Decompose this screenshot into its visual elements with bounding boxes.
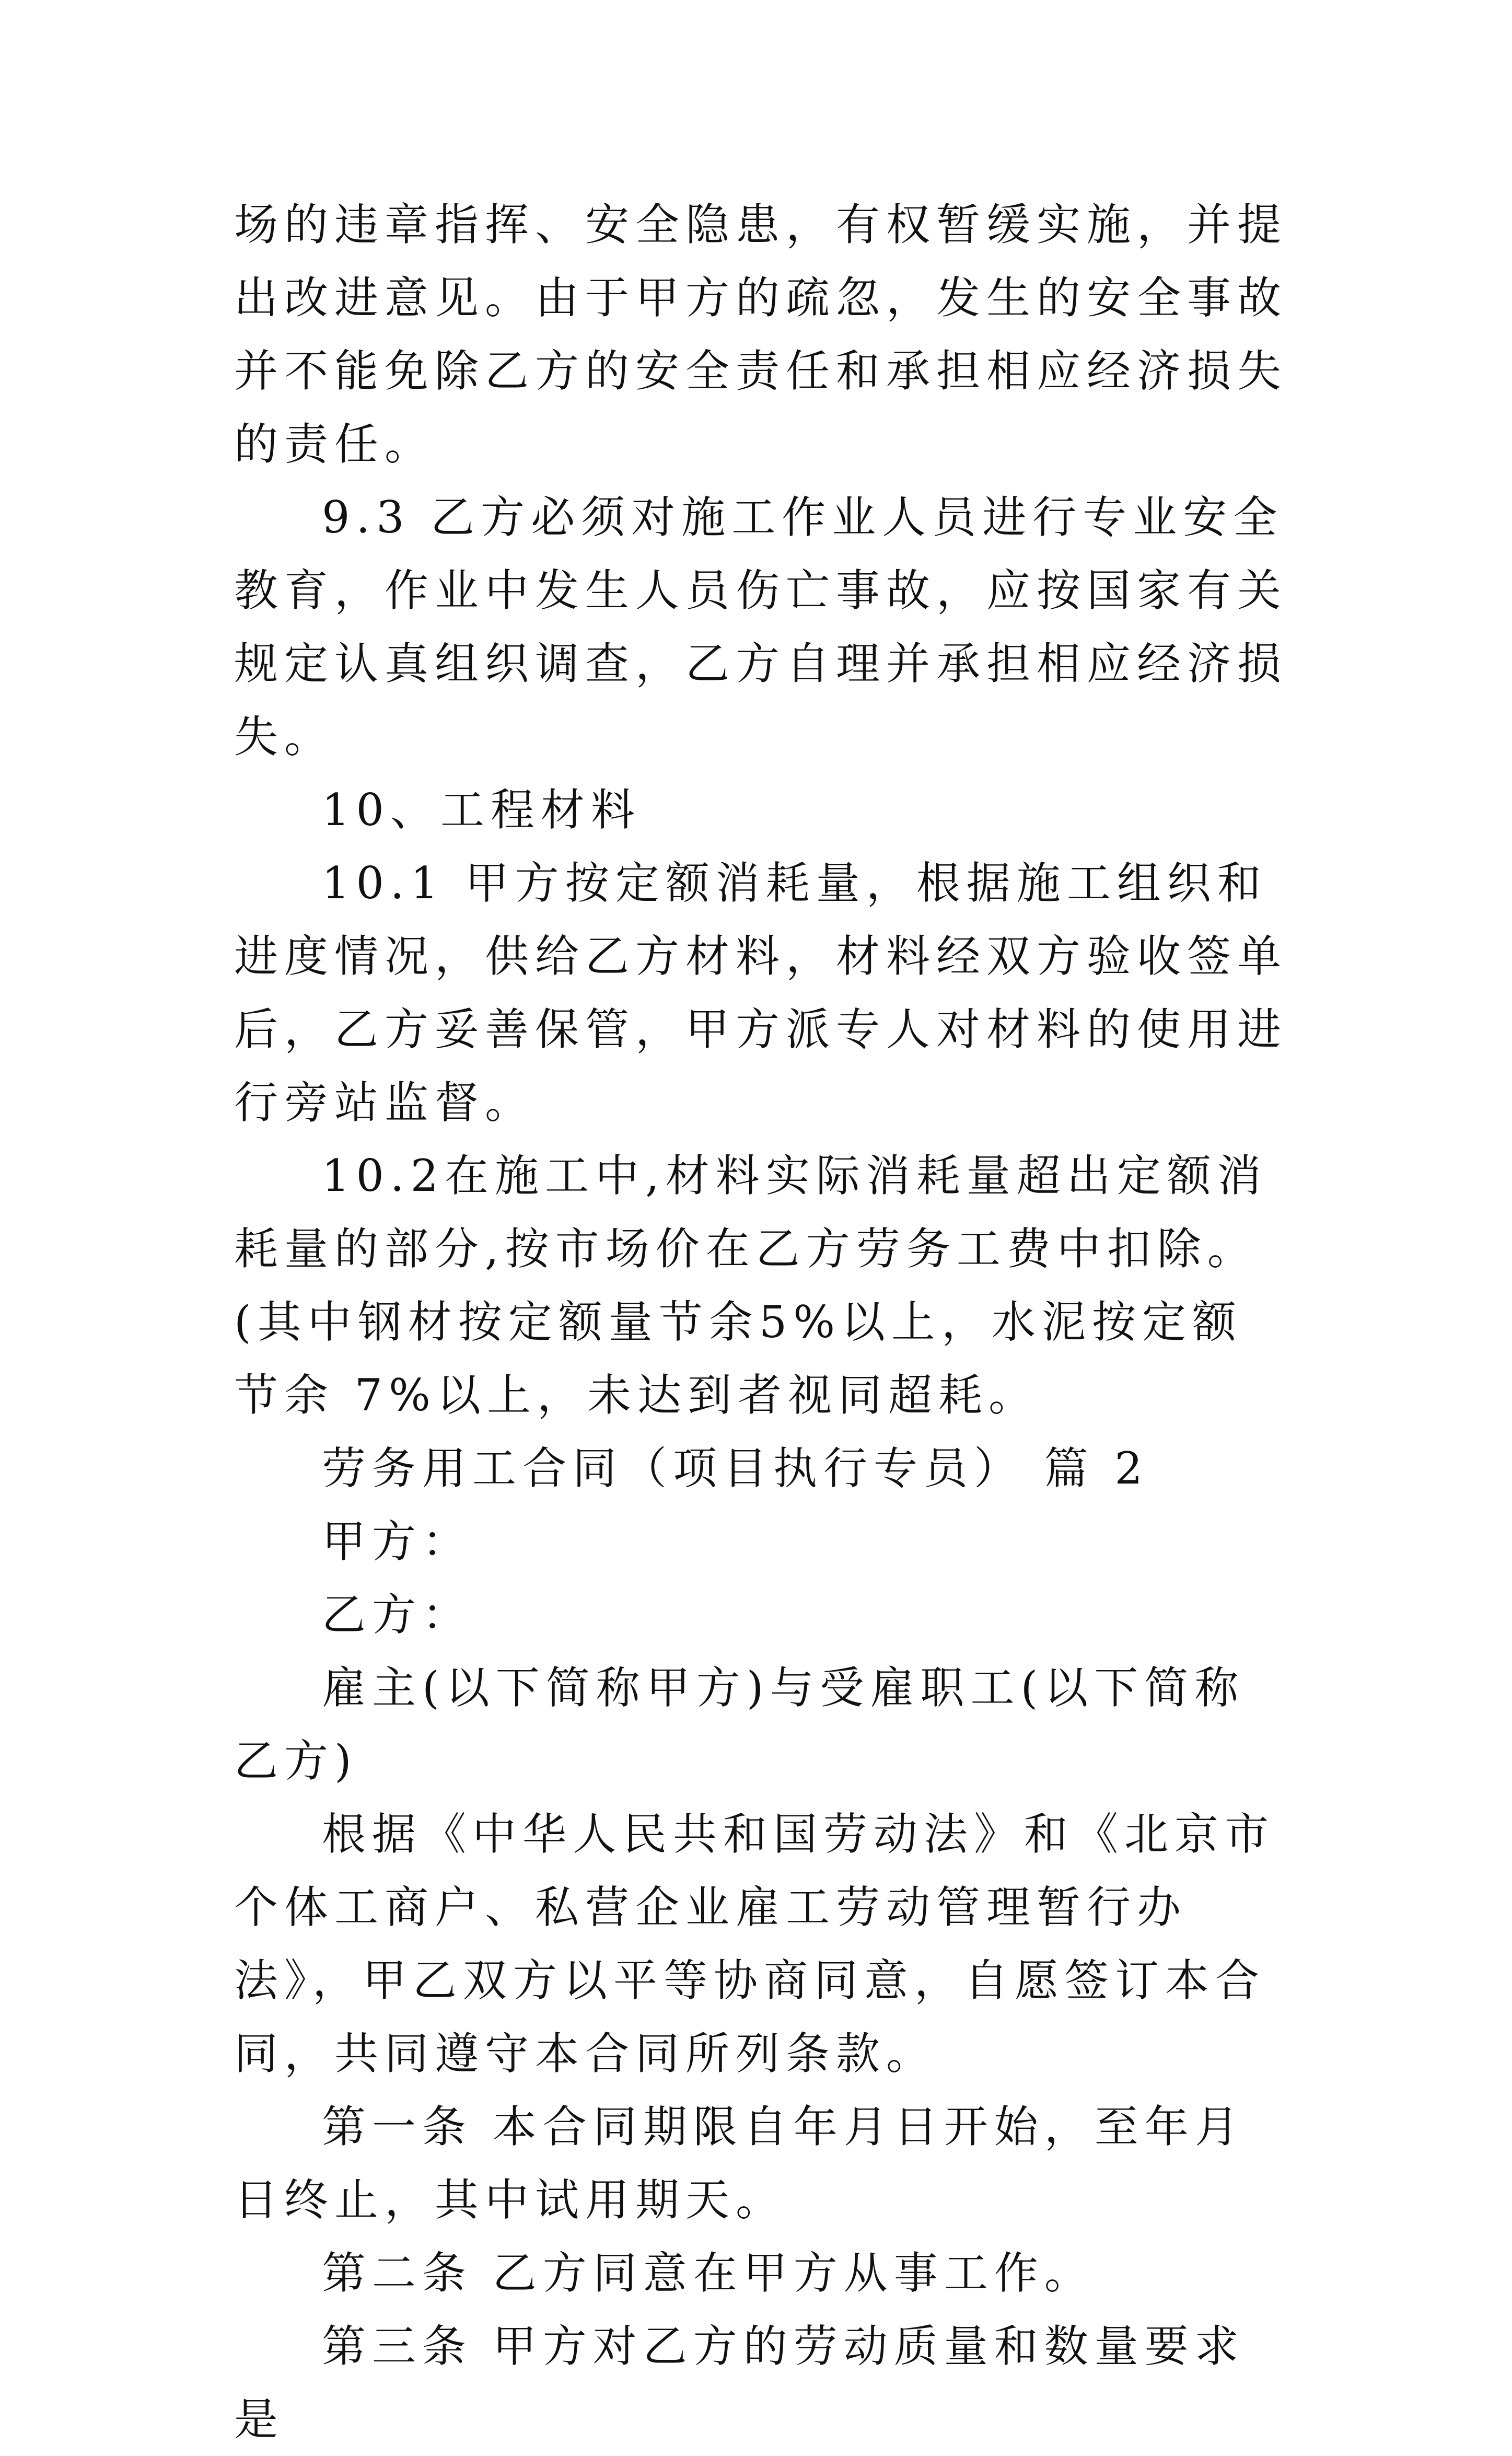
paragraph-continuation: 场的违章指挥、安全隐患，有权暂缓实施，并提出改进意见。由于甲方的疏忽，发生的安全事故并不能免除乙方的安全责任和承担相应经济损失的责任。: [234, 199, 1288, 470]
paragraph-10-2: 10.2在施工中,材料实际消耗量超出定额消耗量的部分,按市场价在乙方劳务工费中扣除。(其中钢材按定额量节余5%以上，水泥按定额节余 7%以上，未达到者视同超耗。: [234, 1150, 1267, 1421]
paragraph-10-1: 10.1 甲方按定额消耗量，根据施工组织和进度情况，供给乙方材料，材料经双方验收签单后，乙方妥善保管，甲方派专人对材料的使用进行旁站监督。: [234, 858, 1288, 1128]
document-body: [234, 188, 1287, 2456]
article-1: 第一条 本合同期限自年月日开始，至年月日终止，其中试用期天。: [234, 2101, 1245, 2226]
legal-basis-paragraph: 根据《中华人民共和国劳动法》和《北京市个体工商户、私营企业雇工劳动管理暂行办法》，甲乙双方以平等协商同意，自愿签订本合同，共同遵守本合同所列条款。: [234, 1809, 1275, 2079]
section-heading-10: 10、工程材料: [322, 784, 641, 836]
party-b-line: 乙方：: [322, 1589, 473, 1640]
article-2: 第二条 乙方同意在甲方从事工作。: [322, 2248, 1095, 2299]
article-3: 第三条 甲方对乙方的劳动质量和数量要求是: [234, 2321, 1245, 2445]
contract-title: 劳务用工合同（项目执行专员） 篇 2: [322, 1443, 1149, 1494]
party-a-line: 甲方：: [322, 1516, 473, 1567]
parties-definition: 雇主(以下简称甲方)与受雇职工(以下简称乙方): [234, 1662, 1245, 1787]
paragraph-9-3: 9.3 乙方必须对施工作业人员进行专业安全教育，作业中发生人员伤亡事故，应按国家有关规定认真组织调查，乙方自理并承担相应经济损失。: [234, 492, 1288, 762]
